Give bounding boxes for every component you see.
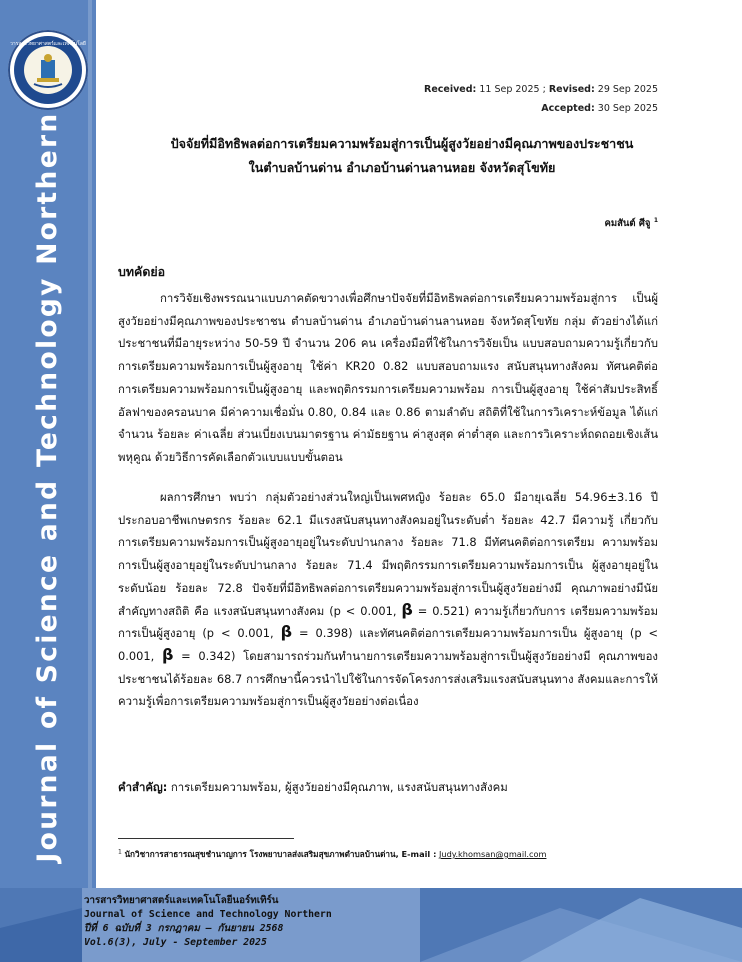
footnote <box>118 848 546 861</box>
abstract-line: สังคมและการให้ความรู้เพื่อการเตรียมความพร้อมสู่การเป็นผู้สูงวัยอย่างต่อเนื่อง <box>118 671 658 709</box>
abstract-line: เป็นผู้สูงวัยอย่างมีคุณภาพของประชาชน ตำบลบ้านด่าน อำเภอบ้านด่านลานหอย จังหวัดสุโขทัย กลุ่ม <box>118 291 658 328</box>
keywords <box>118 779 508 797</box>
abstract-line: ความพร้อมการเป็นผู้สูงอายุอยู่ในระดับปานกลาง ร้อยละ 71.4 มีพฤติกรรมการเตรียมความพร้อมการเป็น <box>118 535 658 573</box>
side-stripe <box>88 0 92 962</box>
date-separator: ; <box>542 84 546 95</box>
footer-issue-thai-text: ปีที่ 6 ฉบับที่ 3 กรกฎาคม – กันยายน 2568 <box>84 923 284 934</box>
footer-issue-english-text: Vol.6(3), July - September 2025 <box>84 937 267 948</box>
abstract-line: เกี่ยวกับการเตรียมความพร้อมการเป็นผู้สูงอายุอยู่ในระดับปานกลาง ร้อยละ 71.8 มีทัศนคติต่อการเตรียม <box>118 512 659 550</box>
abstract-line: สถิติที่ใช้ในการวิเคราะห์ข้อมูล ได้แก่ จำนวน ร้อยละ ค่าเฉลี่ย ส่วนเบี่ยงเบนมาตรฐาน ค่ามัธยฐาน ค่าสูงสุด <box>118 404 658 442</box>
abstract-line: = 0.398) และทัศนคติต่อการเตรียมความพร้อมการเป็น <box>299 626 577 641</box>
author <box>605 216 658 231</box>
abstract-line: ผู้สูงอายุอยู่ในระดับน้อย ร้อยละ 72.8 ปัจจัยที่มีอิทธิพลต่อการเตรียมความพร้อมสู่การเป็นผู้สูงวัยอย่างมี <box>118 558 658 595</box>
keywords-label: คำสำคัญ: <box>118 780 168 794</box>
abstract-line: = 0.521) ความรู้เกี่ยวกับการ <box>417 603 566 618</box>
abstract-line: ผลการศึกษา พบว่า กลุ่มตัวอย่างส่วนใหญ่เป็นเพศหญิง ร้อยละ 65.0 มีอายุเฉลี่ย 54.96±3.16 ปี <box>160 490 658 504</box>
abstract-line: คุณภาพอย่างมีนัยสำคัญทางสถิติ คือ แรงสนับสนุนทางสังคม (p < 0.001, <box>118 580 658 618</box>
footnote-rule <box>118 838 294 839</box>
keywords-text: การเตรียมความพร้อม, ผู้สูงวัยอย่างมีคุณภาพ, แรงสนับสนุนทางสังคม <box>170 780 508 794</box>
abstract-line: แบบสอบถามความรู้เกี่ยวกับการเตรียมความพร้อมการเป็นผู้สูงอายุ ใช้ค่า KR20 0.82 แบบสอบถามแรง <box>118 336 658 374</box>
footnote-text: นักวิชาการสาธารณสุขชำนาญการ โรงพยาบาลส่งเสริมสุขภาพตำบลบ้านด่าน, E-mail : <box>124 849 437 859</box>
abstract-line: สนับสนุนทางสังคม ทัศนคติต่อการเตรียมความพร้อมการเป็นผู้สูงอายุ และพฤติกรรมการเตรียมความพร้อม <box>118 359 658 396</box>
abstract-paragraph-2 <box>118 486 658 713</box>
footnote-mark: 1 <box>118 848 122 856</box>
paper-title-line-2: ในตำบลบ้านด่าน อำเภอบ้านด่านลานหอย จังหวัดสุโขทัย <box>248 160 556 175</box>
received-revised-dates <box>424 84 658 96</box>
abstract-line: ค่าต่ำสุด และการวิเคราะห์ถดถอยเชิงเส้นพหุคูณ ด้วยวิธีการคัดเลือกตัวแบบแบบขั้นตอน <box>118 427 658 464</box>
received-value: 11 Sep 2025 <box>479 84 540 95</box>
author-email-link[interactable]: Judy.khomsan@gmail.com <box>438 849 547 859</box>
revised-value: 29 Sep 2025 <box>597 84 658 95</box>
journal-logo <box>8 30 88 110</box>
footer-journal-thai: วารสารวิทยาศาสตร์และเทคโนโลยีนอร์ทเทิร์น <box>84 895 279 906</box>
abstract-line: ผู้สูงอายุ (p < 0.001, <box>118 626 659 663</box>
author-affiliation-mark: 1 <box>653 216 658 224</box>
abstract-paragraph-1 <box>118 287 658 469</box>
abstract-line: คุณภาพของประชาชนได้ร้อยละ 68.7 การศึกษานี้ควรนำไปใช้ในการจัดโครงการส่งเสริมแรงสนับสนุนทาง <box>118 648 658 686</box>
abstract-line: ประกอบอาชีพเกษตรกร ร้อยละ 62.1 มีแรงสนับสนุนทางสังคมอยู่ในระดับต่ำ ร้อยละ 42.7 มีความรู้ <box>118 512 614 527</box>
abstract-line: การวิจัยเชิงพรรณนาแบบภาคตัดขวางเพื่อศึกษาปัจจัยที่มีอิทธิพลต่อการเตรียมความพร้อมสู่การ <box>160 291 617 305</box>
accepted-date <box>541 103 658 115</box>
accepted-value: 30 Sep 2025 <box>597 103 658 114</box>
footer-journal-english: Journal of Science and Technology Northern <box>84 909 332 920</box>
beta-symbol: β <box>161 644 174 664</box>
footer-issue-english <box>84 936 267 950</box>
logo-lettering: วารสารวิทยาศาสตร์และเทคโนโลยี <box>10 41 86 47</box>
logo-emblem-icon <box>8 30 88 110</box>
journal-side-title: Journal of Science and Technology Northern <box>32 111 63 863</box>
accepted-label: Accepted: <box>541 103 595 114</box>
footer-issue-thai <box>84 922 283 936</box>
journal-footer <box>0 888 742 962</box>
abstract-line: = 0.342) โดยสามารถร่วมกันทำนายการเตรียมความพร้อมสู่การเป็นผู้สูงวัยอย่างมี <box>181 648 591 663</box>
received-label: Received: <box>424 84 477 95</box>
beta-symbol: β <box>401 599 413 619</box>
abstract-heading: บทคัดย่อ <box>118 264 166 279</box>
abstract-line: การเป็นผู้สูงอายุ ใช้ค่าสัมประสิทธิ์อัลฟาของครอนบาค มีค่าความเชื่อมั่น 0.80, 0.84 และ 0.86 ตามลำดับ <box>118 381 658 419</box>
abstract-line: เตรียมความพร้อมการเป็นผู้สูงอายุ (p < 0.001, <box>118 603 659 641</box>
paper-title-line-1: ปัจจัยที่มีอิทธิพลต่อการเตรียมความพร้อมสู่การเป็นผู้สูงวัยอย่างมีคุณภาพของประชาชน <box>170 136 634 151</box>
author-name: คมสันต์ ศีจู <box>604 218 651 229</box>
revised-label: Revised: <box>548 84 595 95</box>
abstract-line: ตัวอย่างได้แก่ประชาชนที่มีอายุระหว่าง 50-59 ปี จำนวน 206 คน เครื่องมือที่ใช้ในการวิจัยเป็น <box>118 313 658 351</box>
beta-symbol: β <box>280 622 293 642</box>
